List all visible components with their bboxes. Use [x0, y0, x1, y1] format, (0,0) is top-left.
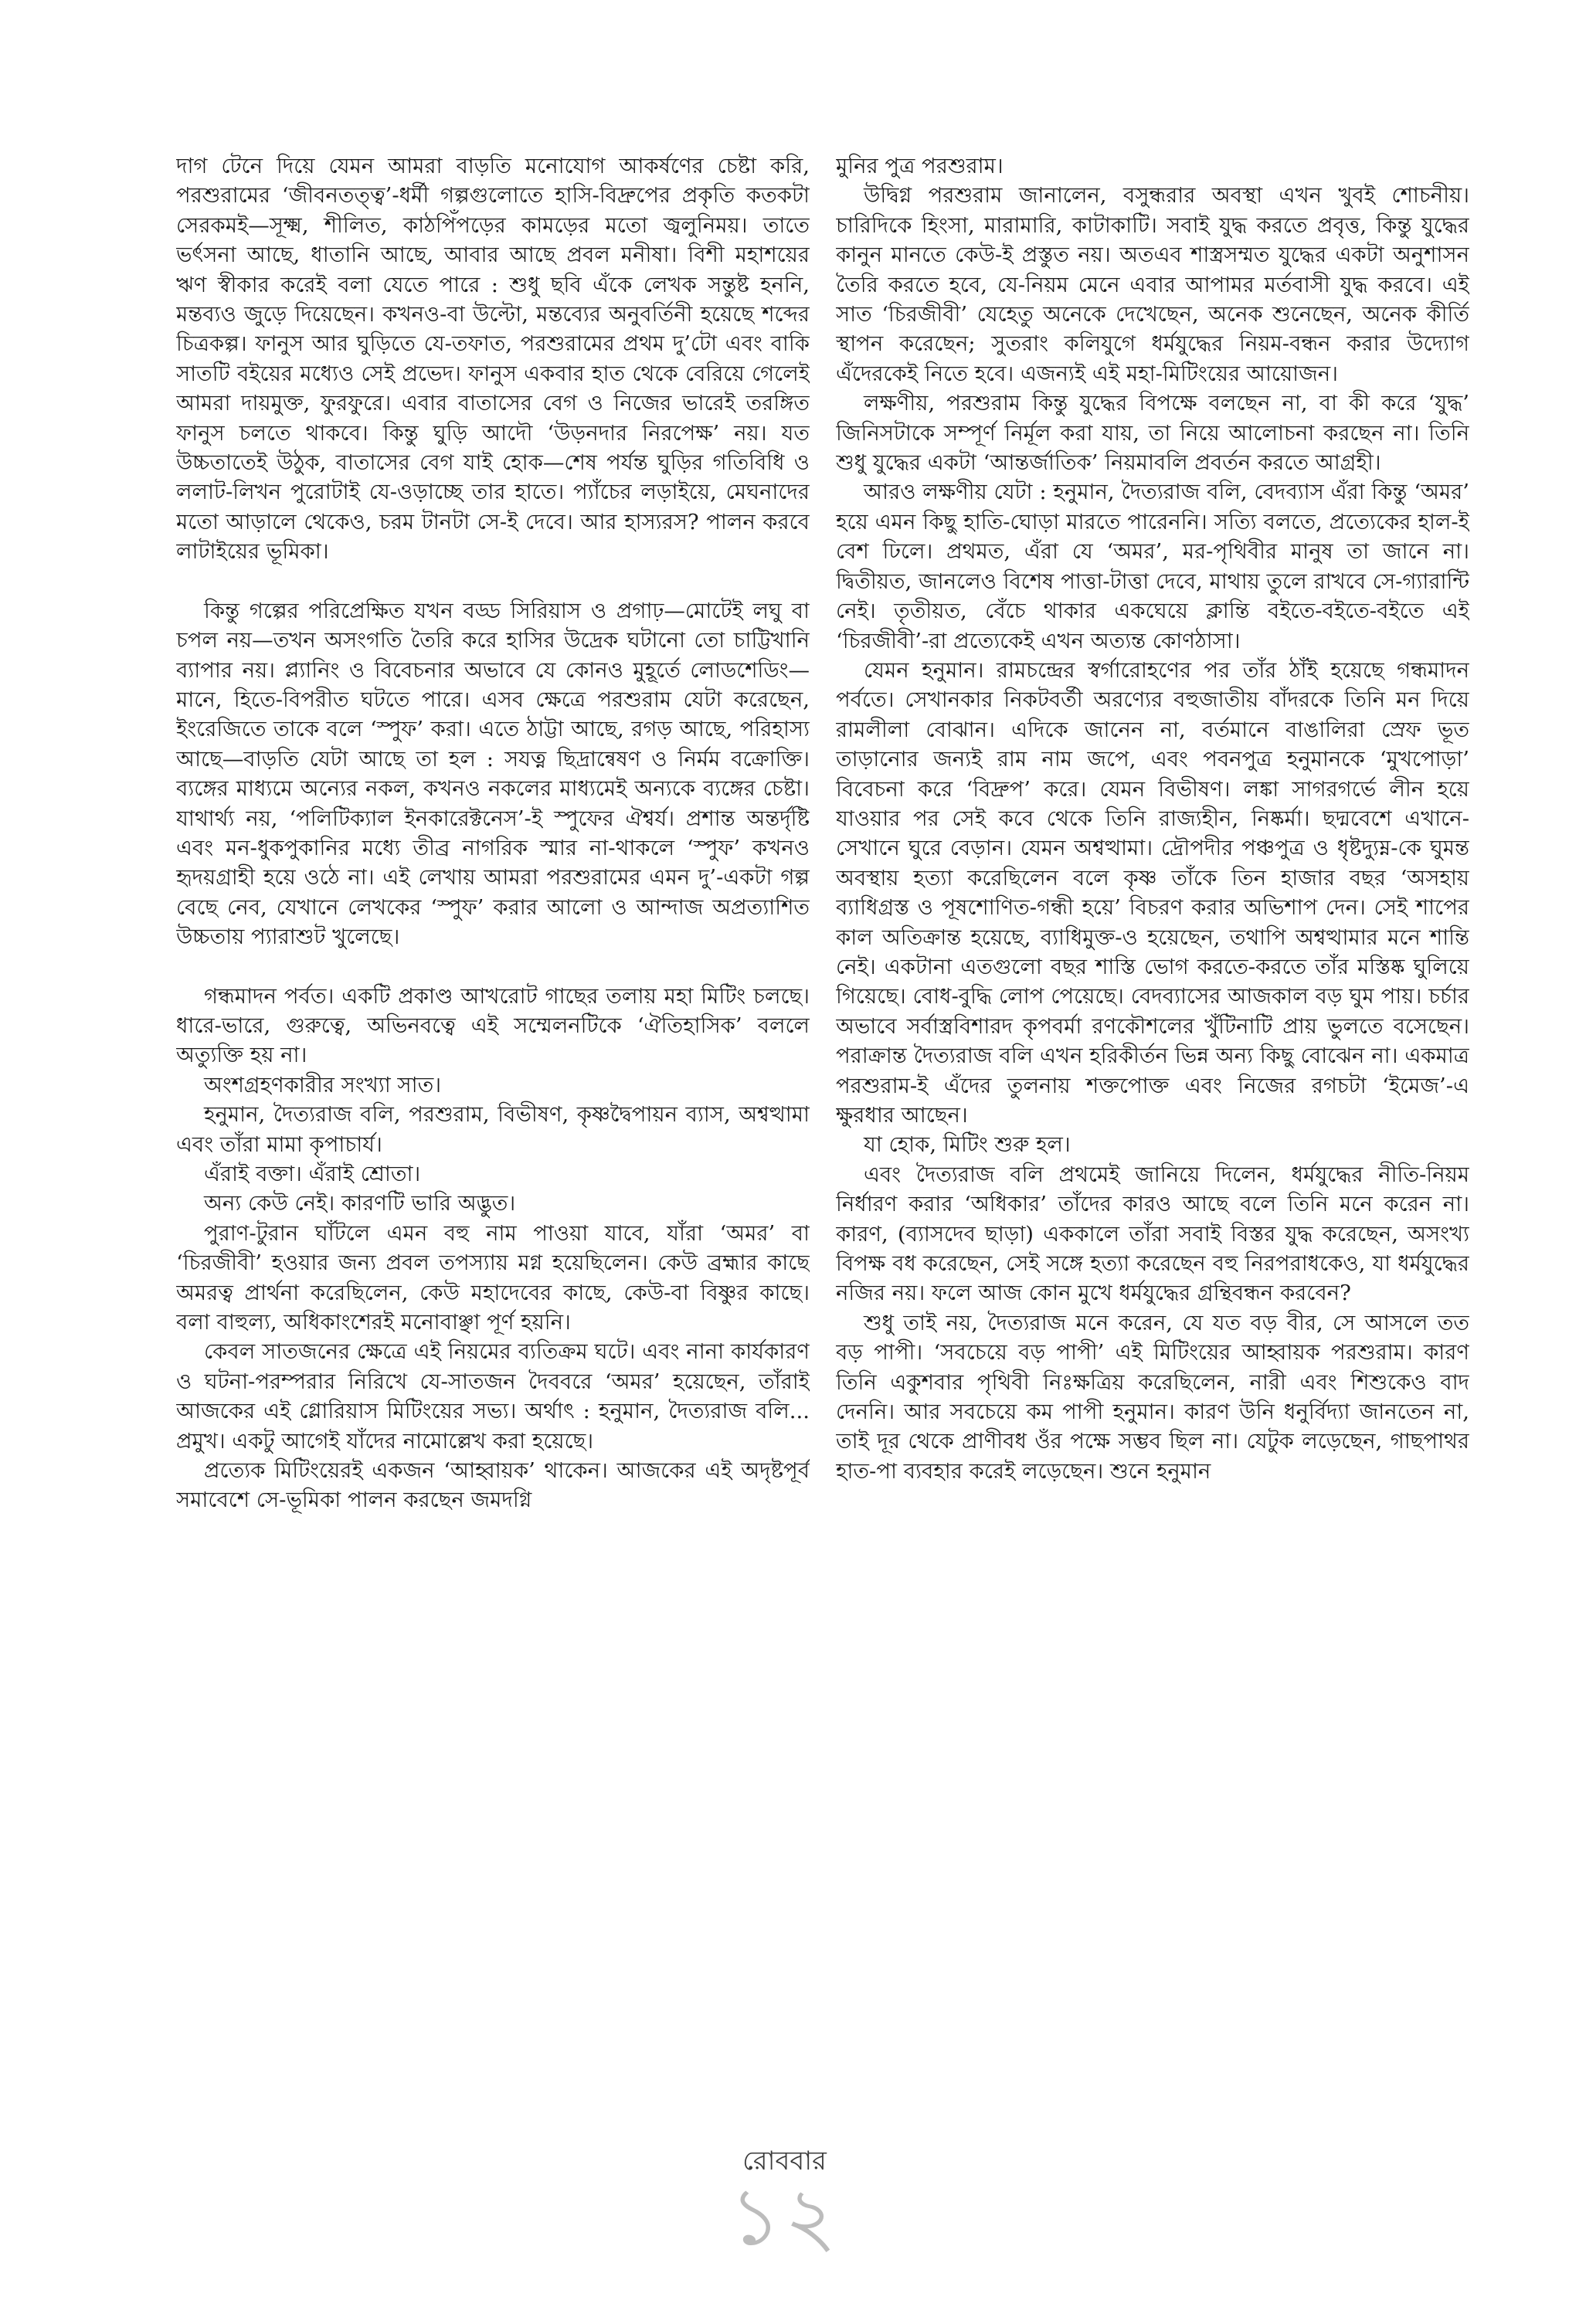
paragraph: যা হোক, মিটিং শুরু হল।: [864, 1132, 1071, 1158]
paragraph: আরও লক্ষণীয় যেটা : হনুমান, দৈত্যরাজ বলি, বেদব্যাস এঁরা কিন্তু ‘অমর’ হয়ে এমন কিছু হাতি-ঘোড়া মারতে পারেননি। সত্যি বলতে, প্রত্যেকের হাল-ই বেশ ঢিলে। প্রথমত, এঁরা যে ‘অমর’, মর-পৃথিবীর মানুষ তা জানে না। দ্বিতীয়ত, জানলেও বিশেষ পাত্তা-টাত্তা দেবে, মাথায় তুলে রাখবে সে-গ্যারান্টি নেই। তৃতীয়ত, বেঁচে থাকার একঘেয়ে ক্লান্তি বইতে-বইতে-বইতে এই ‘চিরজীবী’-রা প্রত্যেকেই এখন অত্যন্ত কোণঠাসা।: [836, 480, 1469, 653]
paragraph: কেবল সাতজনের ক্ষেত্রে এই নিয়মের ব্যতিক্রম ঘটে। এবং নানা কার্যকারণ ও ঘটনা-পরম্পরার নিরিখে যে-সাতজন দৈববরে ‘অমর’ হয়েছেন, তাঁরাই আজকের এই গ্লোরিয়াস মিটিংয়ের সভ্য। অর্থাৎ : হনুমান, দৈত্যরাজ বলি... প্রমুখ। একটু আগেই যাঁদের নামোল্লেখ করা হয়েছে।: [176, 1339, 810, 1454]
paragraph: লক্ষণীয়, পরশুরাম কিন্তু যুদ্ধের বিপক্ষে বলছেন না, বা কী করে ‘যুদ্ধ’ জিনিসটাকে সম্পূর্ণ নির্মূল করা যায়, তা নিয়ে আলোচনা করছেন না। তিনি শুধু যুদ্ধের একটা ‘আন্তর্জাতিক’ নিয়মাবলি প্রবর্তন করতে আগ্রহী।: [836, 391, 1469, 476]
paragraph: গন্ধমাদন পর্বত। একটি প্রকাণ্ড আখরোট গাছের তলায় মহা মিটিং চলছে। ধারে-ভারে, গুরুত্বে, অভিনবত্বে এই সম্মেলনটিকে ‘ঐতিহাসিক’ বললে অত্যুক্তি হয় না।: [176, 983, 810, 1068]
paragraph: প্রত্যেক মিটিংয়েরই একজন ‘আহ্বায়ক’ থাকেন। আজকের এই অদৃষ্টপূর্ব সমাবেশে সে-ভূমিকা পালন করছেন জমদগ্নি: [176, 1458, 810, 1513]
magazine-name: রোববার: [742, 2146, 827, 2176]
paragraph: কিন্তু গল্পের পরিপ্রেক্ষিত যখন বড্ড সিরিয়াস ও প্রগাঢ়—মোটেই লঘু বা চপল নয়—তখন অসংগতি তৈরি করে হাসির উদ্রেক ঘটানো তো চাট্টিখানি ব্যাপার নয়। প্ল্যানিং ও বিবেচনার অভাবে যে কোনও মুহূর্তে লোডশেডিং—মানে, হিতে-বিপরীত ঘটতে পারে। এসব ক্ষেত্রে পরশুরাম যেটা করেছেন, ইংরেজিতে তাকে বলে ‘স্পুফ’ করা। এতে ঠাট্টা আছে, রগড় আছে, পরিহাস্য আছে—বাড়তি যেটা আছে তা হল : সযত্ন ছিদ্রান্বেষণ ও নির্মম বক্রোক্তি। ব্যঙ্গের মাধ্যমে অন্যের নকল, কখনও নকলের মাধ্যমেই অন্যকে ব্যঙ্গের চেষ্টা। যাথার্থ্য নয়, ‘পলিটিক্যাল ইনকারেক্টনেস’-ই স্পুফের ঐশ্বর্য। প্রশান্ত অন্তর্দৃষ্টি এবং মন-ধুকপুকানির মধ্যে তীব্র নাগরিক স্মার না-থাকলে ‘স্পুফ’ কখনও হৃদয়গ্রাহী হয়ে ওঠে না। এই লেখায় আমরা পরশুরামের এমন দু’-একটা গল্প বেছে নেব, যেখানে লেখকের ‘স্পুফ’ করার আলো ও আন্দাজ অপ্রত্যাশিত উচ্চতায় প্যারাশুট খুলেছে।: [176, 598, 810, 950]
paragraph: এবং দৈত্যরাজ বলি প্রথমেই জানিয়ে দিলেন, ধর্মযুদ্ধের নীতি-নিয়ম নির্ধারণ করার ‘অধিকার’ তাঁদের কারও আছে বলে তিনি মনে করেন না। কারণ, (ব্যাসদেব ছাড়া) এককালে তাঁরা সবাই বিস্তর যুদ্ধ করেছেন, অসংখ্য বিপক্ষ বধ করেছেন, সেই সঙ্গে হত্যা করেছেন বহু নিরপরাধকেও, যা ধর্মযুদ্ধের নজির নয়। ফলে আজ কোন মুখে ধর্মযুদ্ধের গ্রন্থিবন্ধন করবেন?: [836, 1162, 1469, 1306]
paragraph: মুনির পুত্র পরশুরাম।: [836, 154, 1004, 178]
paragraph: শুধু তাই নয়, দৈত্যরাজ মনে করেন, যে যত বড় বীর, সে আসলে তত বড় পাপী। ‘সবচেয়ে বড় পাপী’ এই মিটিংয়ের আহ্বায়ক পরশুরাম। কারণ তিনি একুশবার পৃথিবী নিঃক্ষত্রিয় করেছিলেন, নারী এবং শিশুকেও বাদ দেননি। আর সবচেয়ে কম পাপী হনুমান। কারণ উনি ধনুর্বিদ্যা জানতেন না, তাই দূর থেকে প্রাণীবধ ওঁর পক্ষে সম্ভব ছিল না। যেটুক লড়েছেন, গাছপাথর হাত-পা ব্যবহার করেই লড়েছেন। শুনে হনুমান: [836, 1310, 1469, 1484]
right-column: [836, 151, 1469, 2129]
left-column: [176, 151, 810, 2129]
paragraph: অংশগ্রহণকারীর সংখ্যা সাত।: [204, 1072, 442, 1098]
paragraph: এঁরাই বক্তা। এঁরাই শ্রোতা।: [204, 1162, 421, 1186]
page-number: ১২: [728, 2170, 841, 2264]
paragraph: উদ্বিগ্ন পরশুরাম জানালেন, বসুন্ধরার অবস্থা এখন খুবই শোচনীয়। চারিদিকে হিংসা, মারামারি, কাটাকাটি। সবাই যুদ্ধ করতে প্রবৃত্ত, কিন্তু যুদ্ধের কানুন মানতে কেউ-ই প্রস্তুত নয়। অতএব শাস্ত্রসম্মত যুদ্ধের একটা অনুশাসন তৈরি করতে হবে, যে-নিয়ম মেনে এবার আপামর মর্তবাসী যুদ্ধ করবে। এই সাত ‘চিরজীবী’ যেহেতু অনেকে দেখেছেন, অনেক শুনেছেন, অনেক কীর্তি স্থাপন করেছেন; সুতরাং কলিযুগে ধর্মযুদ্ধের নিয়ম-বন্ধন করার উদ্যোগ এঁদেরকেই নিতে হবে। এজন্যই এই মহা-মিটিংয়ের আয়োজন।: [836, 183, 1469, 386]
paragraph: যেমন হনুমান। রামচন্দ্রের স্বর্গারোহণের পর তাঁর ঠাঁই হয়েছে গন্ধমাদন পর্বতে। সেখানকার নিকটবর্তী অরণ্যের বহুজাতীয় বাঁদরকে তিনি মন দিয়ে রামলীলা বোঝান। এদিকে জানেন না, বর্তমানে বাঙালিরা স্রেফ ভূত তাড়ানোর জন্যই রাম নাম জপে, এবং পবনপুত্র হনুমানকে ‘মুখপোড়া’ বিবেচনা করে ‘বিদ্রুপ’ করে। যেমন বিভীষণ। লঙ্কা সাগরগর্ভে লীন হয়ে যাওয়ার পর সেই কবে থেকে তিনি রাজ্যহীন, নিষ্কর্মা। ছদ্মবেশে এখানে-সেখানে ঘুরে বেড়ান। যেমন অশ্বত্থামা। দ্রৌপদীর পঞ্চপুত্র ও ধৃষ্টদ্যুম্ন-কে ঘুমন্ত অবস্থায় হত্যা করেছিলেন বলে কৃষ্ণ তাঁকে তিন হাজার বছর ‘অসহায় ব্যাধিগ্রস্ত ও পূষশোণিত-গন্ধী হয়ে’ বিচরণ করার অভিশাপ দেন। সেই শাপের কাল অতিক্রান্ত হয়েছে, ব্যাধিমুক্ত-ও হয়েছেন, তথাপি অশ্বত্থামার মনে শান্তি নেই। একটানা এতগুলো বছর শাস্তি ভোগ করতে-করতে তাঁর মস্তিষ্ক ঘুলিয়ে গিয়েছে। বোধ-বুদ্ধি লোপ পেয়েছে। বেদব্যাসের আজকাল বড় ঘুম পায়। চর্চার অভাবে সর্বাস্ত্রবিশারদ কৃপবর্মা রণকৌশলের খুঁটিনাটি প্রায় ভুলতে বসেছেন। পরাক্রান্ত দৈত্যরাজ বলি এখন হরিকীর্তন ভিন্ন অন্য কিছু বোঝেন না। একমাত্র পরশুরাম-ই এঁদের তুলনায় শক্তপোক্ত এবং নিজের রগচটা ‘ইমেজ’-এ ক্ষুরধার আছেন।: [836, 657, 1469, 1128]
paragraph: দাগ টেনে দিয়ে যেমন আমরা বাড়তি মনোযোগ আকর্ষণের চেষ্টা করি, পরশুরামের ‘জীবনতত্ত্ব’-ধর্মী গল্পগুলোতে হাসি-বিদ্রুপের প্রকৃতি কতকটা সেরকমই—সূক্ষ্ম, শীলিত, কাঠপিঁপড়ের কামড়ের মতো জ্বলুনিময়। তাতে ভর্ৎসনা আছে, ধাতানি আছে, আবার আছে প্রবল মনীষা। বিশী মহাশয়ের ঋণ স্বীকার করেই বলা যেতে পারে : শুধু ছবি এঁকে লেখক সন্তুষ্ট হননি, মন্তব্যও জুড়ে দিয়েছেন। কখনও-বা উল্টো, মন্তব্যের অনুবর্তিনী হয়েছে শব্দের চিত্রকল্প। ফানুস আর ঘুড়িতে যে-তফাত, পরশুরামের প্রথম দু’টো এবং বাকি সাতটি বইয়ের মধ্যেও সেই প্রভেদ। ফানুস একবার হাত থেকে বেরিয়ে গেলেই আমরা দায়মুক্ত, ফুরফুরে। এবার বাতাসের বেগ ও নিজের ভারেই তরঙ্গিত ফানুস চলতে থাকবে। কিন্তু ঘুড়ি আদৌ ‘উড়নদার নিরপেক্ষ’ নয়। যত উচ্চতাতেই উঠুক, বাতাসের বেগ যাই হোক—শেষ পর্যন্ত ঘুড়ির গতিবিধি ও ললাট-লিখন পুরোটাই যে-ওড়াচ্ছে তার হাতে। প্যাঁচের লড়াইয়ে, মেঘনাদের মতো আড়ালে থেকেও, চরম টানটা সে-ই দেবে। আর হাস্যরস? পালন করবে লাটাইয়ের ভূমিকা।: [176, 154, 810, 565]
paragraph: হনুমান, দৈত্যরাজ বলি, পরশুরাম, বিভীষণ, কৃষ্ণদ্বৈপায়ন ব্যাস, অশ্বত্থামা এবং তাঁরা মামা কৃপাচার্য।: [176, 1102, 810, 1157]
paragraph: অন্য কেউ নেই। কারণটি ভারি অদ্ভুত।: [204, 1191, 516, 1216]
paragraph: পুরাণ-টুরান ঘাঁটলে এমন বহু নাম পাওয়া যাবে, যাঁরা ‘অমর’ বা ‘চিরজীবী’ হওয়ার জন্য প্রবল তপস্যায় মগ্ন হয়েছিলেন। কেউ ব্রহ্মার কাছে অমরত্ব প্রার্থনা করেছিলেন, কেউ মহাদেবের কাছে, কেউ-বা বিষ্ণুর কাছে। বলা বাহুল্য, অধিকাংশেরই মনোবাঞ্ছা পূর্ণ হয়নি।: [176, 1220, 810, 1335]
